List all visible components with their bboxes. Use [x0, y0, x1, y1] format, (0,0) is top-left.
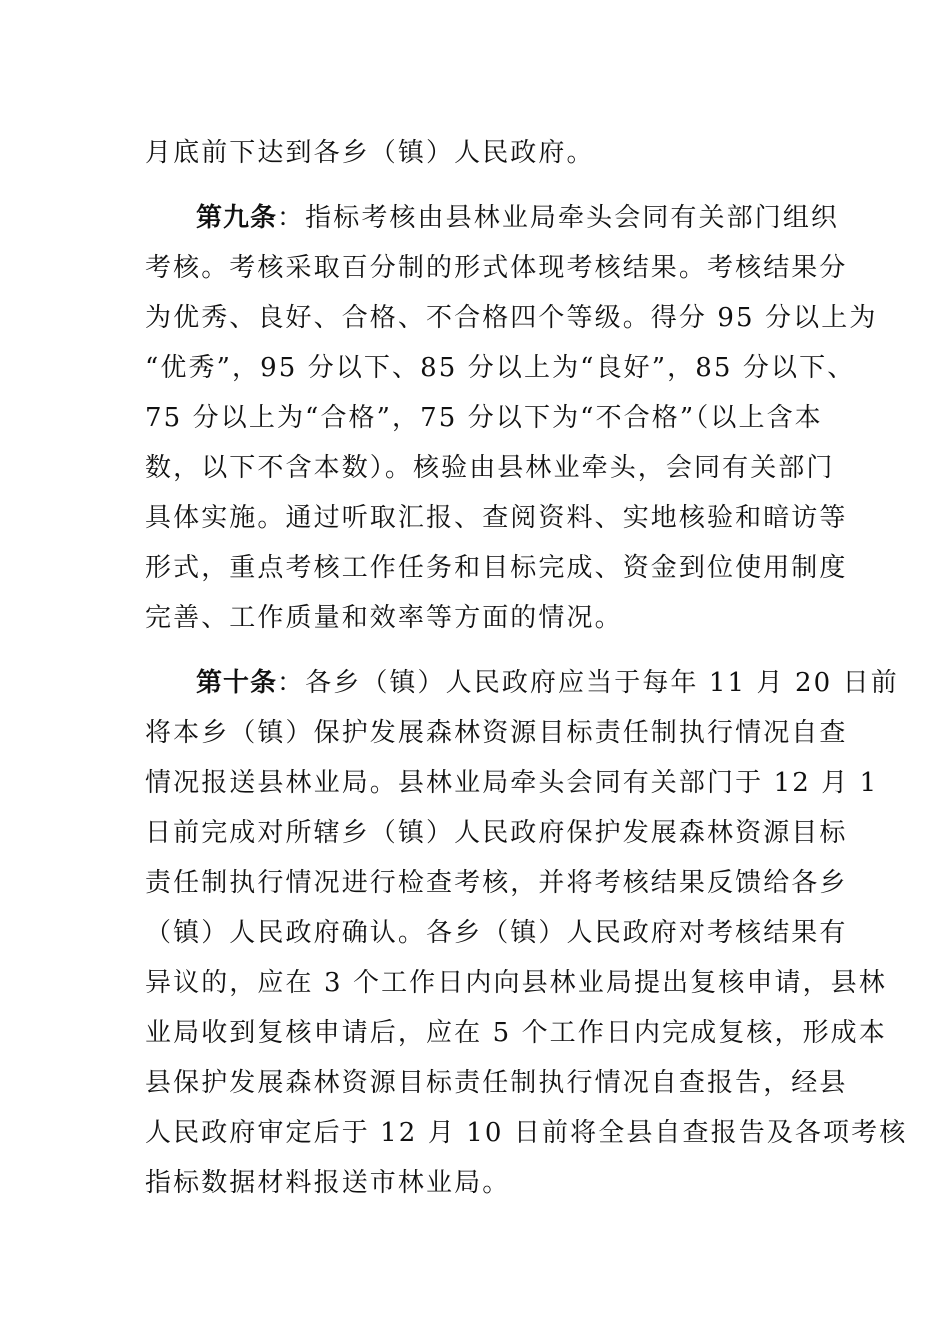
text-line-7: 数，以下不含本数）。核验由县林业牵头，会同有关部门 [145, 453, 835, 483]
text-line-3: 考核。考核采取百分制的形式体现考核结果。考核结果分 [145, 253, 848, 283]
text-line-14: 日前完成对所辖乡（镇）人民政府保护发展森林资源目标 [145, 818, 848, 848]
text-line-16: （镇）人民政府确认。各乡（镇）人民政府对考核结果有 [145, 918, 848, 948]
text-line-15: 责任制执行情况进行检查考核，并将考核结果反馈给各乡 [145, 868, 848, 898]
article-9-text: ：指标考核由县林业局牵头会同有关部门组织 [277, 203, 840, 233]
article-10-heading: 第十条 [196, 668, 278, 698]
article-9-heading: 第九条 [196, 203, 278, 233]
text-line-13: 情况报送县林业局。县林业局牵头会同有关部门于 12 月 1 [145, 768, 879, 798]
text-line-9: 形式，重点考核工作任务和目标完成、资金到位使用制度 [145, 553, 848, 583]
text-line-17: 异议的，应在 3 个工作日内向县林业局提出复核申请，县林 [145, 968, 887, 998]
text-line-12: 将本乡（镇）保护发展森林资源目标责任制执行情况自查 [145, 718, 848, 748]
text-line-8: 具体实施。通过听取汇报、查阅资料、实地核验和暗访等 [145, 503, 848, 533]
article-9-first-line [196, 201, 839, 235]
text-line-18: 业局收到复核申请后，应在 5 个工作日内完成复核，形成本 [145, 1018, 887, 1048]
article-10-text: ：各乡（镇）人民政府应当于每年 11 月 20 日前 [277, 668, 899, 698]
text-line-20: 人民政府审定后于 12 月 10 日前将全县自查报告及各项考核 [145, 1118, 908, 1148]
article-10-first-line [196, 666, 899, 700]
text-line-4: 为优秀、良好、合格、不合格四个等级。得分 95 分以上为 [145, 303, 878, 333]
text-line-6: 75 分以上为“合格”，75 分以下为“不合格”（以上含本 [145, 403, 823, 433]
text-line-1: 月底前下达到各乡（镇）人民政府。 [145, 138, 595, 168]
text-line-21: 指标数据材料报送市林业局。 [145, 1168, 511, 1198]
text-line-19: 县保护发展森林资源目标责任制执行情况自查报告，经县 [145, 1068, 848, 1098]
text-line-5: “优秀”，95 分以下、85 分以上为“良好”，85 分以下、 [145, 353, 856, 383]
text-line-10: 完善、工作质量和效率等方面的情况。 [145, 603, 623, 633]
